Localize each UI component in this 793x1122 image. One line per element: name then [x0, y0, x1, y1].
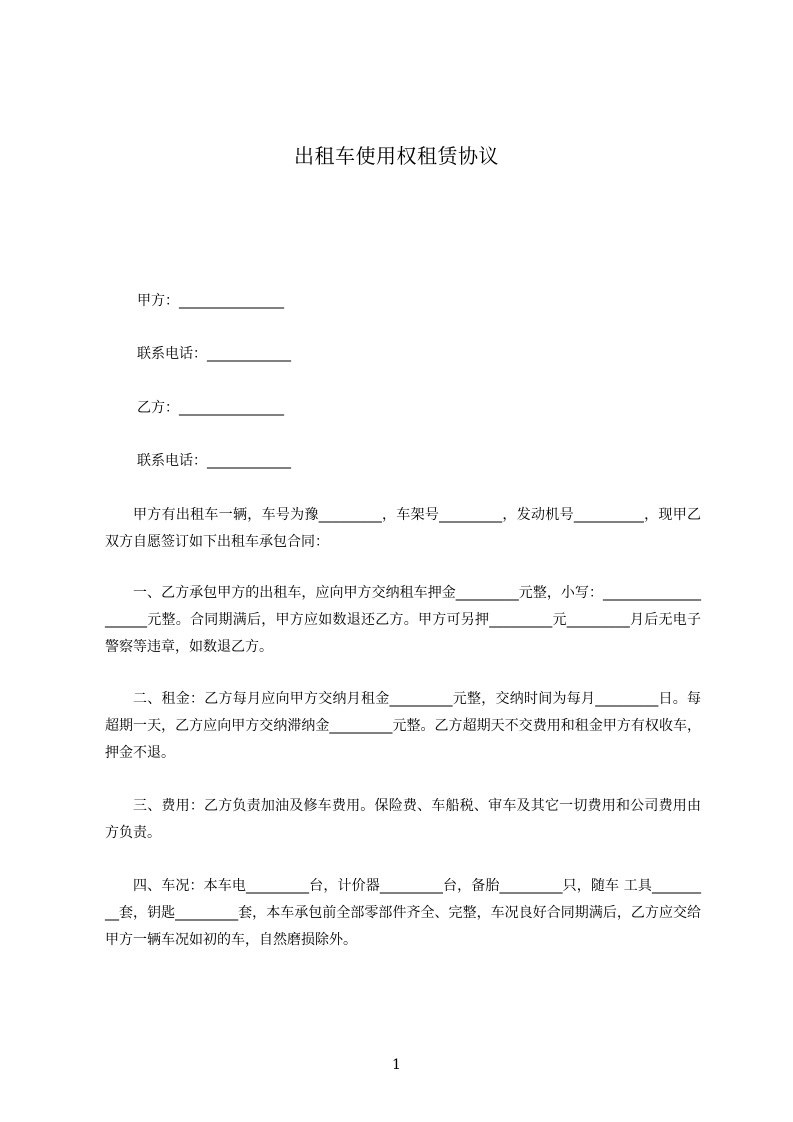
party-b-field: 乙方：_______________	[137, 400, 284, 416]
clause-one-deposit	[105, 580, 701, 661]
party-b-phone-field: 联系电话：____________	[137, 453, 291, 469]
clause-intro-text: 甲方有出租车一辆，车号为豫_________，车架号_________，发动机号__________，现甲乙双方自愿签订如下出租车承包合同：	[105, 507, 701, 550]
document-title: 出租车使用权租赁协议	[294, 144, 499, 168]
clause-intro	[105, 502, 701, 556]
clause-two-text: 二、租金：乙方每月应向甲方交纳月租金_________元整，交纳时间为每月_________日。每超期一天，乙方应向甲方交纳滞纳金_________元整。乙方超期天不交费用和租金甲方有权收车，押金不退。	[105, 691, 701, 761]
clause-three-fees	[105, 793, 701, 847]
party-a-field: 甲方：_______________	[137, 293, 284, 309]
clause-three-text: 三、费用：乙方负责加油及修车费用。保险费、车船税、审车及其它一切费用和公司费用由方负责。	[105, 798, 701, 841]
page-number: 1	[392, 1057, 401, 1073]
clause-four-text: 四、车况：本车电_________台，计价器_________台，备胎_________只，随车 工具_________套，钥匙_________套，本车承包前全部零部件齐全、完整，车况良好合同期满后，乙方应交给甲方一辆车况如初的车，自然磨损除外。	[105, 878, 701, 948]
clause-four-condition	[105, 873, 701, 954]
clause-one-text: 一、乙方承包甲方的出租车，应向甲方交纳租车押金_________元整，小写：____________________元整。合同期满后，甲方应如数退还乙方。甲方可另押_________元_________月后无电子警察等违章，如数退乙方。	[105, 585, 701, 655]
party-a-phone-field: 联系电话：____________	[137, 346, 291, 362]
clause-two-rent	[105, 686, 701, 767]
